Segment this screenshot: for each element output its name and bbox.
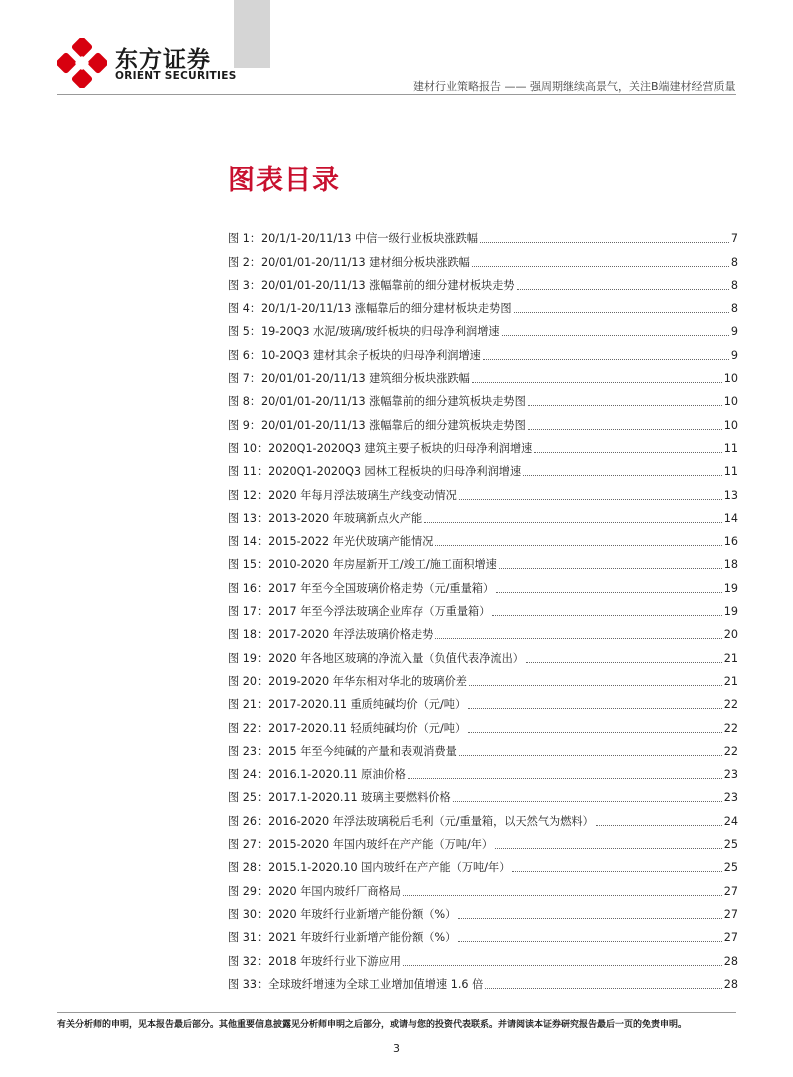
toc-entry-page: 18 — [723, 558, 738, 572]
toc-entry[interactable] — [228, 479, 738, 502]
toc-entry-page: 11 — [723, 465, 738, 479]
toc-entry-page: 27 — [723, 884, 738, 898]
toc-dot-leader — [526, 662, 722, 663]
toc-dot-leader — [458, 941, 721, 942]
toc-entry-label: 图 17：2017 年至今浮法玻璃企业库存（万重量箱） — [228, 605, 491, 619]
toc-entry[interactable] — [228, 526, 738, 549]
toc-entry-page: 23 — [723, 791, 738, 805]
toc-entry[interactable] — [228, 852, 738, 875]
toc-entry-label: 图 18：2017-2020 年浮法玻璃价格走势 — [228, 628, 434, 642]
toc-dot-leader — [468, 708, 722, 709]
toc-dot-leader — [499, 568, 722, 569]
toc-dot-leader — [512, 871, 721, 872]
toc-entry[interactable] — [228, 782, 738, 805]
toc-entry-page: 24 — [723, 814, 738, 828]
toc-dot-leader — [517, 289, 729, 290]
toc-entry-page: 21 — [723, 674, 738, 688]
toc-dot-leader — [528, 429, 722, 430]
toc-entry-page: 8 — [730, 278, 738, 292]
toc-entry[interactable] — [228, 363, 738, 386]
toc-dot-leader — [596, 825, 722, 826]
toc-entry-page: 16 — [723, 535, 738, 549]
toc-entry[interactable] — [228, 829, 738, 852]
toc-dot-leader — [534, 452, 721, 453]
toc-dot-leader — [496, 592, 722, 593]
toc-entry[interactable] — [228, 969, 738, 992]
toc-entry[interactable] — [228, 945, 738, 968]
toc-entry-label: 图 21：2017-2020.11 重质纯碱均价（元/吨） — [228, 698, 467, 712]
toc-dot-leader — [472, 382, 722, 383]
toc-dot-leader — [408, 778, 722, 779]
toc-entry-page: 7 — [730, 232, 738, 246]
toc-entry-page: 22 — [723, 698, 738, 712]
header-divider — [57, 94, 736, 95]
toc-dot-leader — [403, 895, 722, 896]
brand-name-en: ORIENT SECURITIES — [115, 70, 237, 82]
toc-dot-leader — [472, 266, 729, 267]
toc-entry[interactable] — [228, 922, 738, 945]
toc-entry[interactable] — [228, 805, 738, 828]
footer-divider — [57, 1012, 736, 1013]
toc-dot-leader — [469, 685, 722, 686]
toc-dot-leader — [435, 545, 721, 546]
toc-entry[interactable] — [228, 456, 738, 479]
toc-entry-page: 25 — [723, 861, 738, 875]
toc-dot-leader — [459, 499, 722, 500]
toc-entry-page: 23 — [723, 768, 738, 782]
header-gray-tab — [234, 0, 270, 68]
toc-dot-leader — [514, 312, 729, 313]
toc-entry-label: 图 9：20/01/01-20/11/13 涨幅靠后的细分建筑板块走势图 — [228, 418, 526, 432]
toc-entry[interactable] — [228, 642, 738, 665]
toc-entry[interactable] — [228, 736, 738, 759]
toc-entry[interactable] — [228, 759, 738, 782]
toc-entry-label: 图 4：20/1/1-20/11/13 涨幅靠后的细分建材板块走势图 — [228, 302, 512, 316]
toc-entry[interactable] — [228, 339, 738, 362]
toc-dot-leader — [495, 848, 722, 849]
toc-entry-page: 8 — [730, 302, 738, 316]
toc-dot-leader — [480, 242, 729, 243]
company-logo — [57, 38, 237, 88]
toc-entry-label: 图 8：20/01/01-20/11/13 涨幅靠前的细分建筑板块走势图 — [228, 395, 526, 409]
toc-entry-label: 图 31：2021 年玻纤行业新增产能份额（%） — [228, 931, 457, 945]
toc-entry-page: 20 — [723, 628, 738, 642]
page-number: 3 — [393, 1042, 400, 1055]
toc-entry-page: 14 — [723, 511, 738, 525]
toc-dot-leader — [528, 405, 722, 406]
toc-dot-leader — [502, 335, 729, 336]
toc-dot-leader — [523, 475, 722, 476]
toc-dot-leader — [485, 988, 721, 989]
toc-entry-page: 10 — [723, 372, 738, 386]
toc-entry[interactable] — [228, 899, 738, 922]
page-title: 图表目录 — [228, 165, 340, 196]
toc-entry-label: 图 20：2019-2020 年华东相对华北的玻璃价差 — [228, 674, 467, 688]
brand-name-cn: 东方证券 — [115, 47, 211, 73]
orient-logo-icon — [57, 38, 107, 88]
toc-dot-leader — [424, 522, 722, 523]
toc-entry[interactable] — [228, 572, 738, 595]
toc-entry-label: 图 10：2020Q1-2020Q3 建筑主要子板块的归母净利润增速 — [228, 441, 533, 455]
toc-entry-page: 25 — [723, 838, 738, 852]
toc-entry-page: 9 — [730, 325, 738, 339]
toc-entry[interactable] — [228, 875, 738, 898]
toc-entry-page: 28 — [723, 977, 738, 991]
toc-entry-page: 19 — [723, 605, 738, 619]
toc-entry-page: 11 — [723, 441, 738, 455]
toc-entry-label: 图 28：2015.1-2020.10 国内玻纤在产产能（万吨/年） — [228, 861, 511, 875]
toc-entry[interactable] — [228, 223, 738, 246]
toc-entry-label: 图 2：20/01/01-20/11/13 建材细分板块涨跌幅 — [228, 255, 470, 269]
toc-entry-label: 图 14：2015-2022 年光伏玻璃产能情况 — [228, 535, 434, 549]
toc-entry-label: 图 11：2020Q1-2020Q3 园林工程板块的归母净利润增速 — [228, 465, 522, 479]
toc-entry-label: 图 16：2017 年至今全国玻璃价格走势（元/重量箱） — [228, 581, 495, 595]
toc-entry-label: 图 19：2020 年各地区玻璃的净流入量（负值代表净流出） — [228, 651, 524, 665]
toc-entry[interactable] — [228, 316, 738, 339]
toc-entry-label: 图 1：20/1/1-20/11/13 中信一级行业板块涨跌幅 — [228, 232, 478, 246]
toc-entry-page: 28 — [723, 954, 738, 968]
toc-dot-leader — [435, 638, 721, 639]
toc-entry-page: 27 — [723, 907, 738, 921]
toc-entry-page: 8 — [730, 255, 738, 269]
toc-entry-label: 图 29：2020 年国内玻纤厂商格局 — [228, 884, 401, 898]
report-header-line: 建材行业策略报告 —— 强周期继续高景气，关注B端建材经营质量 — [413, 80, 736, 93]
toc-entry-page: 10 — [723, 395, 738, 409]
toc-entry-label: 图 27：2015-2020 年国内玻纤在产产能（万吨/年） — [228, 838, 494, 852]
toc-entry-label: 图 12：2020 年每月浮法玻璃生产线变动情况 — [228, 488, 457, 502]
toc-entry-page: 19 — [723, 581, 738, 595]
toc-entry-label: 图 7：20/01/01-20/11/13 建筑细分板块涨跌幅 — [228, 372, 470, 386]
toc-entry[interactable] — [228, 666, 738, 689]
toc-entry[interactable] — [228, 712, 738, 735]
toc-entry[interactable] — [228, 270, 738, 293]
toc-entry[interactable] — [228, 503, 738, 526]
toc-entry-label: 图 5：19-20Q3 水泥/玻璃/玻纤板块的归母净利润增速 — [228, 325, 500, 339]
toc-entry-page: 9 — [730, 348, 738, 362]
toc-entry-label: 图 13：2013-2020 年玻璃新点火产能 — [228, 511, 423, 525]
toc-entry[interactable] — [228, 549, 738, 572]
toc-entry-label: 图 24：2016.1-2020.11 原油价格 — [228, 768, 406, 782]
toc-entry-label: 图 30：2020 年玻纤行业新增产能份额（%） — [228, 907, 457, 921]
toc-dot-leader — [453, 801, 722, 802]
toc-entry[interactable] — [228, 689, 738, 712]
toc-entry-page: 22 — [723, 721, 738, 735]
toc-entry[interactable] — [228, 409, 738, 432]
toc-entry[interactable] — [228, 293, 738, 316]
toc-entry-page: 13 — [723, 488, 738, 502]
toc-dot-leader — [403, 965, 722, 966]
toc-entry-label: 图 26：2016-2020 年浮法玻璃税后毛利（元/重量箱，以天然气为燃料） — [228, 814, 594, 828]
toc-entry-page: 27 — [723, 931, 738, 945]
toc-entry-label: 图 23：2015 年至今纯碱的产量和表观消费量 — [228, 744, 457, 758]
toc-entry-label: 图 15：2010-2020 年房屋新开工/竣工/施工面积增速 — [228, 558, 497, 572]
toc-entry-page: 21 — [723, 651, 738, 665]
toc-entry[interactable] — [228, 246, 738, 269]
toc-entry[interactable] — [228, 433, 738, 456]
toc-entry[interactable] — [228, 596, 738, 619]
toc-entry-label: 图 3：20/01/01-20/11/13 涨幅靠前的细分建材板块走势 — [228, 278, 515, 292]
footer-disclaimer: 有关分析师的申明，见本报告最后部分。其他重要信息披露见分析师申明之后部分，或请与您的投资代表联系。并请阅读本证券研究报告最后一页的免责申明。 — [57, 1020, 688, 1030]
toc-entry-label: 图 22：2017-2020.11 轻质纯碱均价（元/吨） — [228, 721, 467, 735]
toc-dot-leader — [492, 615, 721, 616]
toc-entry-label: 图 6：10-20Q3 建材其余子板块的归母净利润增速 — [228, 348, 481, 362]
toc-entry-label: 图 25：2017.1-2020.11 玻璃主要燃料价格 — [228, 791, 451, 805]
toc-dot-leader — [468, 732, 722, 733]
toc-dot-leader — [458, 918, 721, 919]
toc-entry[interactable] — [228, 386, 738, 409]
toc-dot-leader — [459, 755, 722, 756]
toc-entry-label: 图 33：全球玻纤增速为全球工业增加值增速 1.6 倍 — [228, 977, 484, 991]
toc-entry-page: 22 — [723, 744, 738, 758]
toc-entry-page: 10 — [723, 418, 738, 432]
toc-dot-leader — [483, 359, 729, 360]
figure-list — [228, 223, 738, 992]
toc-entry-label: 图 32：2018 年玻纤行业下游应用 — [228, 954, 401, 968]
toc-entry[interactable] — [228, 619, 738, 642]
